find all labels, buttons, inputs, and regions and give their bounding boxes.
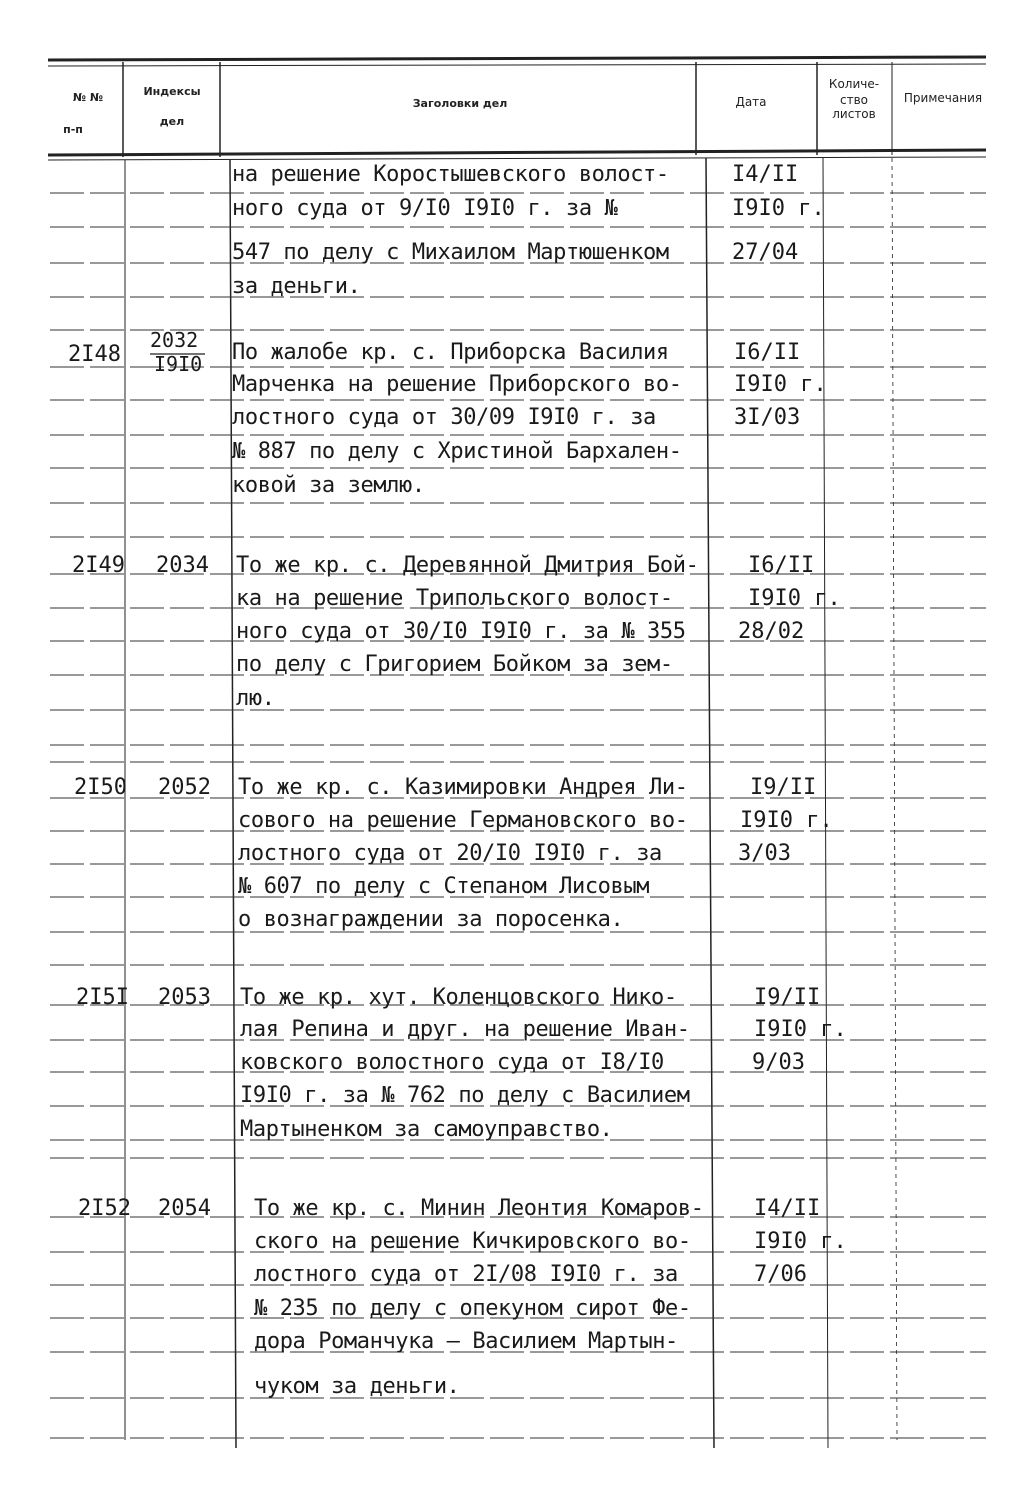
entry-date-year: I9I0 г. <box>734 372 827 397</box>
entry-line: сового на решение Германовского во- <box>238 808 688 833</box>
entry-line: ного суда от 9/I0 I9I0 г. за № <box>232 196 618 221</box>
header-date: Дата <box>735 95 767 109</box>
entry-date: I9/II <box>754 985 821 1010</box>
entry-line: То же кр. с. Деревянной Дмитрия Бой- <box>236 553 699 578</box>
entry-number: 2I49 <box>72 553 125 578</box>
entry-line: дора Романчука – Василием Мартын- <box>254 1329 678 1354</box>
entry-date: I4/II <box>732 162 799 187</box>
entry-date-year: I9I0 г. <box>754 1017 847 1042</box>
entry-line: ка на решение Трипольского волост- <box>236 586 673 611</box>
entry-number: 2I52 <box>78 1196 131 1221</box>
entry-line: ного суда от 30/I0 I9I0 г. за № 355 <box>236 619 686 644</box>
entry-line: ковского волостного суда от I8/I0 <box>240 1050 664 1075</box>
entry-date: I6/II <box>734 340 801 365</box>
entry-index: 2034 <box>156 553 209 578</box>
entry-line: лая Репина и друг. на решение Иван- <box>240 1017 690 1042</box>
entry-number: 2I5I <box>76 985 129 1010</box>
entry-line: № 235 по делу с опекуном сирот Фе- <box>254 1296 691 1321</box>
entry-line: То же кр. хут. Коленцовского Нико- <box>240 985 677 1010</box>
entry-line: чуком за деньги. <box>254 1374 460 1399</box>
entry-index: 2054 <box>158 1196 211 1221</box>
entry-line: № 607 по делу с Степаном Лисовым <box>238 874 650 899</box>
entry-line: по делу с Григорием Бойком за зем- <box>236 652 673 677</box>
entry-line: № 887 по делу с Христиной Бархален- <box>232 439 682 464</box>
header-count-3: листов <box>832 107 876 121</box>
entry-line: лю. <box>236 686 275 711</box>
entry-line: ского на решение Кичкировского во- <box>254 1229 691 1254</box>
header-count-2: ство <box>839 93 868 107</box>
entry-date-year: I9I0 г. <box>748 586 841 611</box>
entry-date-2: 27/04 <box>732 240 799 265</box>
entry-date-2: 9/03 <box>752 1050 805 1075</box>
entry-date-2: 3/03 <box>738 841 791 866</box>
entry-index: 2052 <box>158 775 211 800</box>
header-num: № № <box>72 91 104 104</box>
entry-date-2: 7/06 <box>754 1262 807 1287</box>
entry-line: По жалобе кр. с. Приборска Василия <box>232 340 669 365</box>
entry-index: 2053 <box>158 985 211 1010</box>
header-num-sub: п-п <box>63 123 83 136</box>
header-index: Индексы <box>143 85 201 98</box>
header-titles: Заголовки дел <box>412 97 508 110</box>
entry-index: 2032 <box>150 328 199 352</box>
header-notes: Примечания <box>903 91 983 105</box>
entry-number: 2I50 <box>74 775 127 800</box>
entry-date-year: I9I0 г. <box>732 196 825 221</box>
entry-date: I4/II <box>754 1196 821 1221</box>
entry-line: за деньги. <box>232 274 361 299</box>
entry-line: Мартыненком за самоуправство. <box>240 1117 613 1142</box>
entry-line: на решение Коростышевского волост- <box>232 162 669 187</box>
entry-date-year: I9I0 г. <box>740 808 833 833</box>
header-index-sub: дел <box>159 115 185 128</box>
entry-line: I9I0 г. за № 762 по делу с Василием <box>240 1083 690 1108</box>
entry-date: I9/II <box>750 775 817 800</box>
entry-date-2: 28/02 <box>738 619 805 644</box>
entry-line: Марченка на решение Приборского во- <box>232 372 682 397</box>
entry-date-2: 3I/03 <box>734 405 801 430</box>
entry-number: 2I48 <box>68 342 121 367</box>
entry-line: лостного суда от 20/I0 I9I0 г. за <box>238 841 662 866</box>
entry-line: лостного суда от 30/09 I9I0 г. за <box>232 405 656 430</box>
entry-line: лостного суда от 2I/08 I9I0 г. за <box>254 1262 678 1287</box>
entry-line: То же кр. с. Казимировки Андрея Ли- <box>238 775 688 800</box>
entry-date-year: I9I0 г. <box>754 1229 847 1254</box>
header-count: Количе- <box>828 77 880 91</box>
entry-line: о вознаграждении за поросенка. <box>238 907 624 932</box>
entry-line: 547 по делу с Михаилом Мартюшенком <box>232 240 669 265</box>
entry-line: ковой за землю. <box>232 473 425 498</box>
entry-line: То же кр. с. Минин Леонтия Комаров- <box>254 1196 704 1221</box>
entry-date: I6/II <box>748 553 815 578</box>
entry-index-year: I9I0 <box>154 352 203 376</box>
